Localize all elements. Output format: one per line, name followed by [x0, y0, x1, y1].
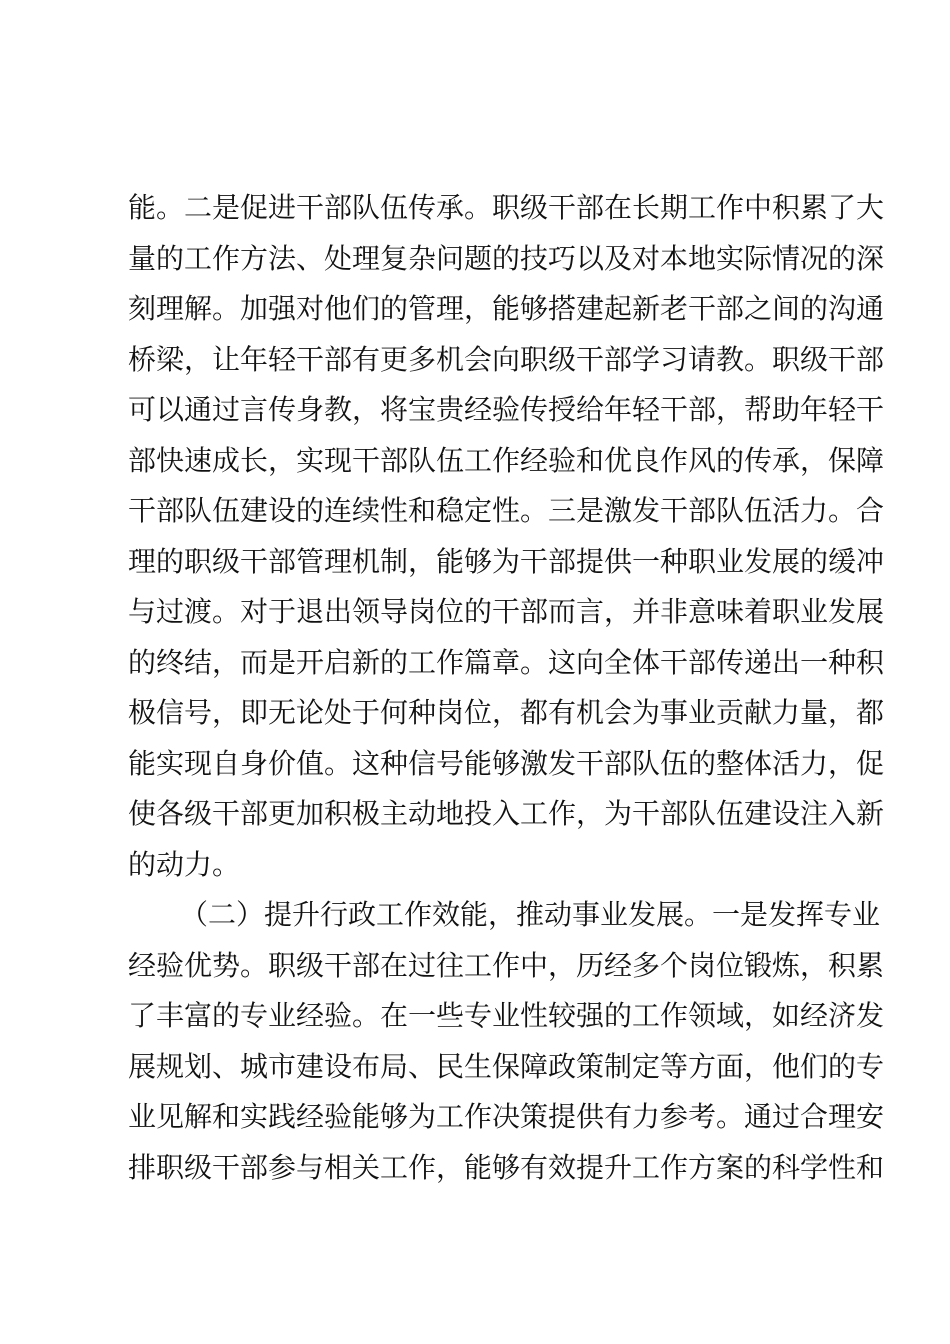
text-line: 的终结，而是开启新的工作篇章。这向全体干部传递出一种积: [128, 645, 885, 679]
text-line: 可以通过言传身教，将宝贵经验传授给年轻干部，帮助年轻干: [128, 393, 885, 426]
text-line: 理的职级干部管理机制，能够为干部提供一种职业发展的缓冲: [128, 544, 885, 578]
text-line: 极信号，即无论处于何种岗位，都有机会为事业贡献力量，都: [128, 696, 885, 729]
text-line: 部快速成长，实现干部队伍工作经验和优良作风的传承，保障: [128, 443, 885, 477]
text-line: 排职级干部参与相关工作，能够有效提升工作方案的科学性和: [128, 1150, 885, 1184]
text-line: 经验优势。职级干部在过往工作中，历经多个岗位锻炼，积累: [128, 948, 885, 982]
text-line: 使各级干部更加积极主动地投入工作，为干部队伍建设注入新: [128, 797, 885, 830]
text-line: 的动力。: [128, 847, 241, 881]
text-line: 量的工作方法、处理复杂问题的技巧以及对本地实际情况的深: [128, 241, 885, 275]
text-line: 桥梁，让年轻干部有更多机会向职级干部学习请教。职级干部: [128, 342, 885, 376]
text-line: 展规划、城市建设布局、民生保障政策制定等方面，他们的专: [128, 1049, 885, 1083]
document-body: [128, 183, 885, 1193]
text-line: 能实现自身价值。这种信号能够激发干部队伍的整体活力，促: [128, 746, 885, 780]
text-line: 了丰富的专业经验。在一些专业性较强的工作领域，如经济发: [128, 999, 885, 1032]
text-line: 干部队伍建设的连续性和稳定性。三是激发干部队伍活力。合: [128, 494, 885, 527]
section-heading-line: （二）提升行政工作效能，推动事业发展。一是发挥专业: [180, 898, 881, 931]
text-line: 能。二是促进干部队伍传承。职级干部在长期工作中积累了大: [128, 191, 885, 224]
text-line: 刻理解。加强对他们的管理，能够搭建起新老干部之间的沟通: [128, 292, 885, 325]
text-line: 与过渡。对于退出领导岗位的干部而言，并非意味着职业发展: [128, 595, 885, 628]
text-line: 业见解和实践经验能够为工作决策提供有力参考。通过合理安: [128, 1100, 885, 1133]
